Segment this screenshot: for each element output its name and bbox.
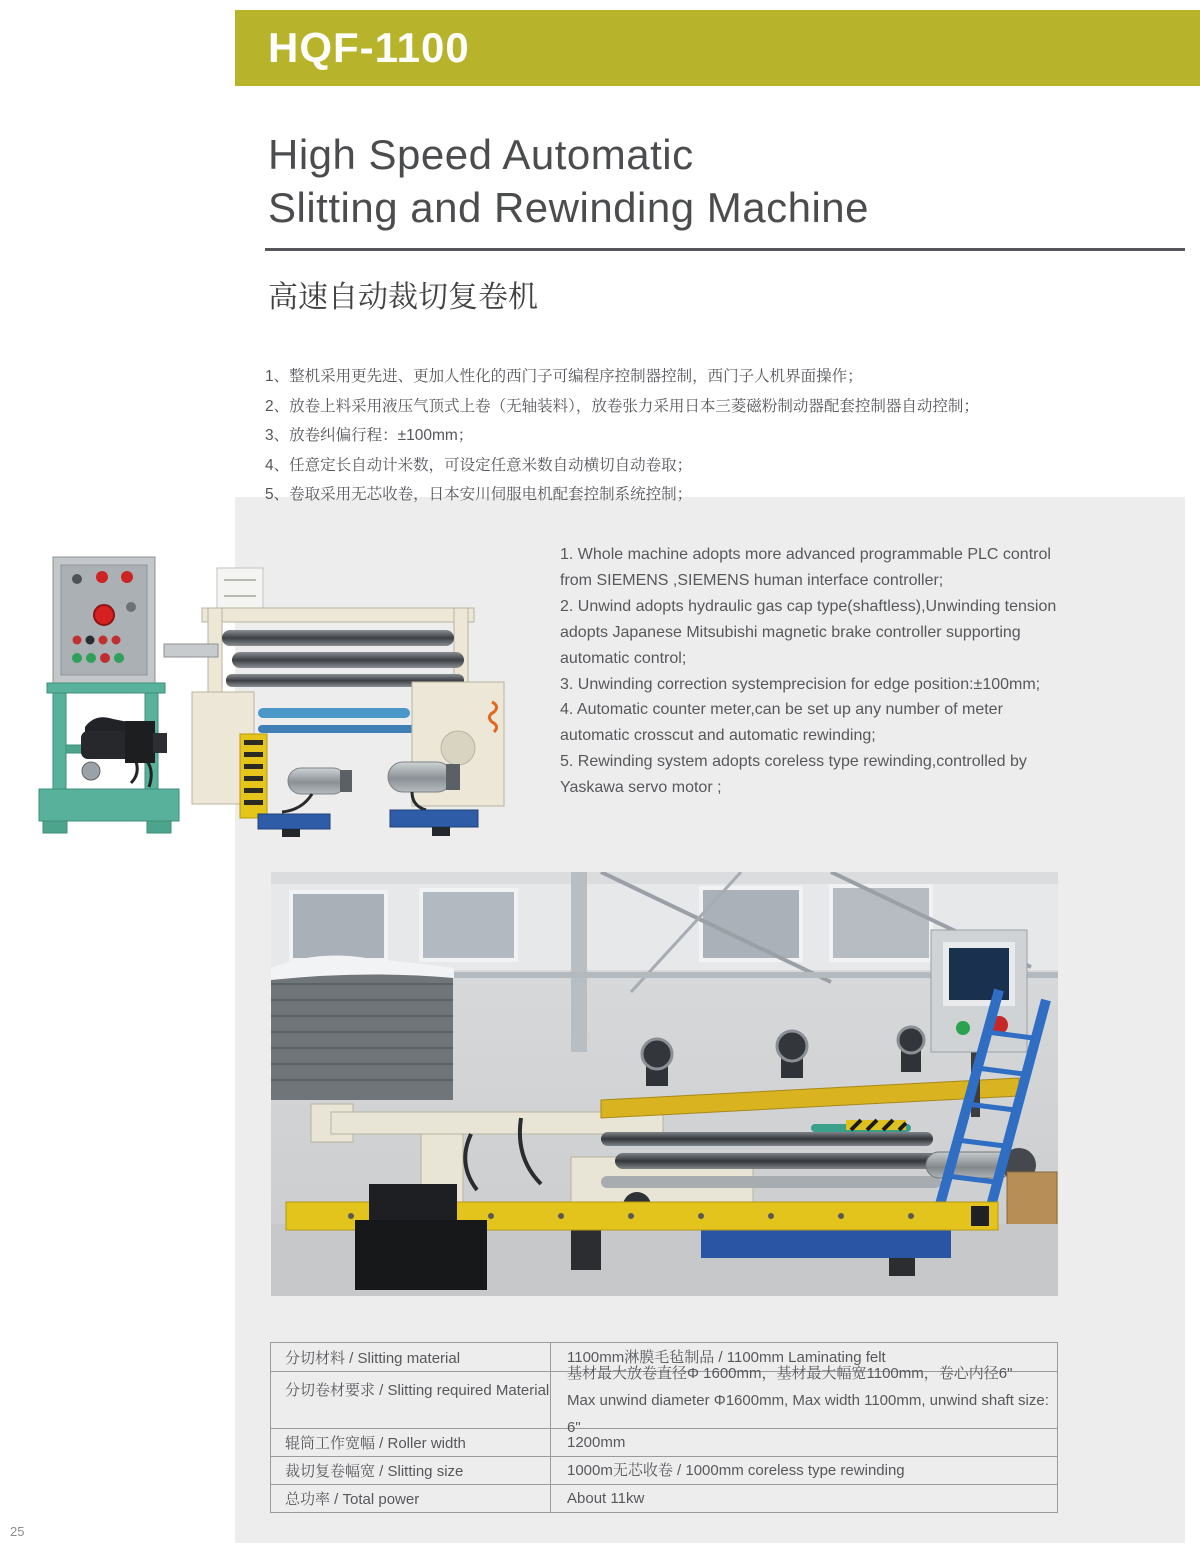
spec-label: 裁切复卷幅宽 / Slitting size: [271, 1457, 551, 1484]
spec-label: 辊筒工作宽幅 / Roller width: [271, 1429, 551, 1456]
feature-list-english: [560, 542, 1068, 801]
feature-cn-item: 1、整机采用更先进、更加人性化的西门子可编程序控制器控制，西门子人机界面操作；: [265, 368, 863, 385]
page-title-chinese: 高速自动裁切复卷机: [268, 281, 538, 314]
page-title-line1: High Speed Automatic: [268, 131, 694, 178]
feature-en-item: 2. Unwind adopts hydraulic gas cap type(shaftless),Unwinding tension adopts Japanese Mitsubishi magnetic brake controller supporting automatic control;: [560, 597, 1057, 667]
cable-chain: [240, 734, 267, 818]
spec-value: 1000m无芯收卷 / 1000mm coreless type rewinding: [567, 1462, 905, 1479]
feature-cn-item: 2、放卷上料采用液压气顶式上卷（无轴装料），放卷张力采用日本三菱磁粉制动器配套控制器自动控制；: [265, 397, 979, 415]
feature-list-chinese: [265, 362, 1085, 510]
spec-value: About 11kw: [567, 1490, 645, 1507]
factory-installation-photo: [271, 872, 1058, 1296]
spec-label: 分切材料 / Slitting material: [271, 1343, 551, 1371]
feature-cn-item: 3、放卷纠偏行程：±100mm；: [265, 427, 474, 444]
spec-value: 1200mm: [567, 1434, 626, 1451]
table-row: [271, 1428, 1057, 1456]
feature-en-item: 1. Whole machine adopts more advanced programmable PLC control from SIEMENS ,SIEMENS human interface controller;: [560, 546, 1051, 589]
table-row: [271, 1364, 1057, 1436]
title-divider: [265, 248, 1185, 251]
model-banner: [235, 10, 1200, 86]
page-title: [268, 128, 869, 234]
spec-value: 1100mm淋膜毛毡制品 / 1100mm Laminating felt: [567, 1348, 886, 1366]
slitting-machine-photo: [162, 552, 514, 844]
spec-label: 总功率 / Total power: [271, 1485, 551, 1512]
feature-cn-item: 5、卷取采用无芯收卷，日本安川伺服电机配套控制系统控制；: [265, 486, 693, 503]
spec-value: 基材最大放卷直径Φ 1600mm，基材最大幅宽1100mm，卷心内径6": [567, 1364, 1013, 1382]
feature-en-item: 4. Automatic counter meter,can be set up any number of meter automatic crosscut and automatic rewinding;: [560, 701, 1003, 745]
control-cabinet: [53, 557, 155, 683]
feature-en-item: 5. Rewinding system adopts coreless type rewinding,controlled by Yaskawa servo motor ;: [560, 753, 1027, 797]
page-title-line2: Slitting and Rewinding Machine: [268, 184, 870, 231]
feature-en-item: 3. Unwinding correction systemprecision for edge position:±100mm;: [560, 675, 1041, 693]
table-row: [271, 1484, 1057, 1512]
hydraulic-stand: [39, 683, 179, 833]
page-number: 25: [10, 1524, 25, 1539]
air-handler-unit: [271, 956, 454, 1100]
spec-value: Max unwind diameter Φ1600mm, Max width 1100mm, unwind shaft size: 6": [567, 1391, 1049, 1436]
model-number: HQF-1100: [268, 24, 470, 71]
spec-table: [270, 1342, 1058, 1513]
feature-cn-item: 4、任意定长自动计米数，可设定任意米数自动横切自动卷取；: [265, 456, 693, 474]
table-row: [271, 1456, 1057, 1484]
spec-label: 分切卷材要求 / Slitting required Material: [271, 1372, 551, 1428]
machine-base: [258, 810, 478, 837]
